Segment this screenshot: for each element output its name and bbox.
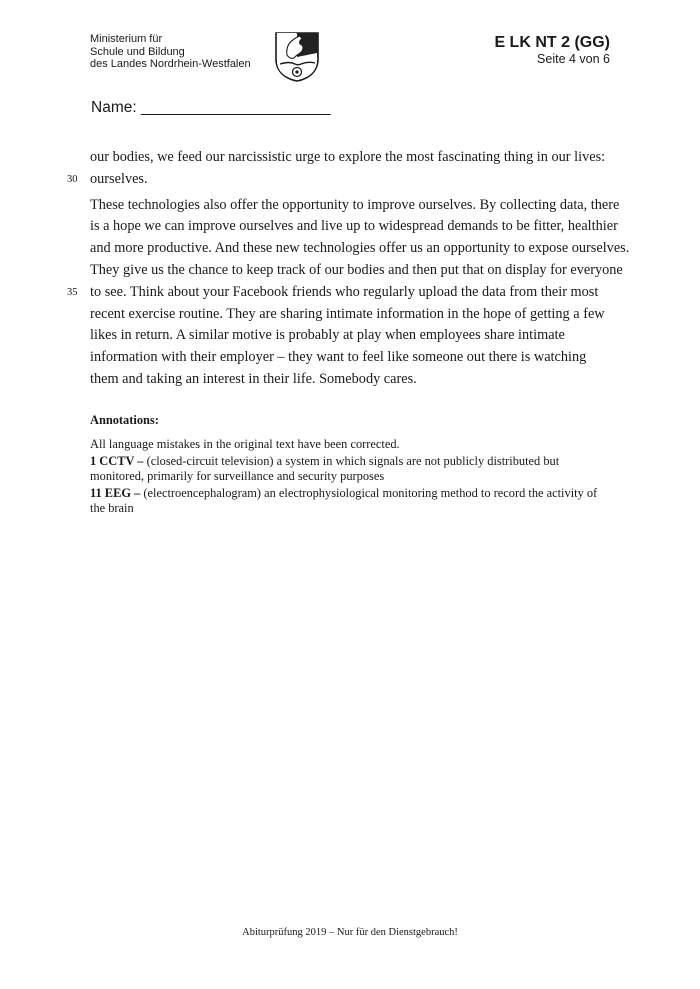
exam-code: E LK NT 2 (GG) <box>494 34 610 51</box>
ministry-line: des Landes Nordrhein-Westfalen <box>90 58 251 70</box>
text-line <box>90 238 630 260</box>
exam-code-block <box>494 34 610 67</box>
annotations-intro: All language mistakes in the original text have been corrected. <box>90 437 400 451</box>
page-indicator: Seite 4 von 6 <box>537 52 610 66</box>
line-text: information with their employer – they want to feel like someone out there is watching <box>90 349 587 366</box>
line-text: ourselves. <box>90 170 148 187</box>
footer-note: Abiturprüfung 2019 – Nur für den Dienstgebrauch! <box>242 927 458 938</box>
main-text <box>67 147 630 391</box>
line-text: recent exercise routine. They are sharing intimate information in the hope of getting a few <box>90 305 605 322</box>
text-line <box>90 304 615 326</box>
line-text: These technologies also offer the opportunity to improve ourselves. By collecting data, there <box>90 196 620 213</box>
line-text: to see. Think about your Facebook friends who regularly upload the data from their most <box>90 283 599 300</box>
line-text: likes in return. A similar motive is probably at play when employees share intimate <box>90 327 565 344</box>
text-line <box>67 169 615 191</box>
ministry-name <box>90 33 251 71</box>
annotation-term: 11 EEG – <box>90 486 141 500</box>
annotation-item <box>90 486 615 516</box>
ministry-line: Ministerium für <box>90 33 163 45</box>
text-line <box>90 260 623 282</box>
annotations-heading: Annotations: <box>90 413 159 427</box>
annotation-definition: (electroencephalogram) an electrophysiological monitoring method to record the activity of the brain <box>90 486 598 515</box>
text-line <box>90 147 615 169</box>
text-line <box>90 195 620 217</box>
line-text: them and taking an interest in their life. Somebody cares. <box>90 370 417 387</box>
line-text: is a hope we can improve ourselves and live up to widespread demands to be fitter, healthier <box>90 218 618 235</box>
text-line <box>67 282 615 304</box>
line-text: our bodies, we feed our narcissistic urge to explore the most fascinating thing in our lives: <box>90 149 606 165</box>
annotations-section <box>90 413 615 518</box>
annotation-item <box>90 454 615 484</box>
text-line <box>90 347 615 369</box>
line-number: 35 <box>67 286 78 298</box>
name-field: Name: ______________________ <box>91 99 331 116</box>
line-text: and more productive. And these new technologies offer us an opportunity to expose ourselves. <box>90 240 630 257</box>
ministry-line: Schule und Bildung <box>90 45 185 58</box>
annotation-definition: (closed-circuit television) a system in which signals are not publicly distributed but monitored, primarily for surveillance and security purposes <box>90 454 560 483</box>
text-line <box>90 369 615 391</box>
text-line <box>90 216 618 238</box>
line-number: 30 <box>67 173 78 185</box>
nrw-coat-of-arms-icon <box>273 31 321 82</box>
annotation-term: 1 CCTV – <box>90 454 144 468</box>
text-line <box>90 325 615 347</box>
line-text: They give us the chance to keep track of our bodies and then put that on display for everyone <box>90 261 623 278</box>
